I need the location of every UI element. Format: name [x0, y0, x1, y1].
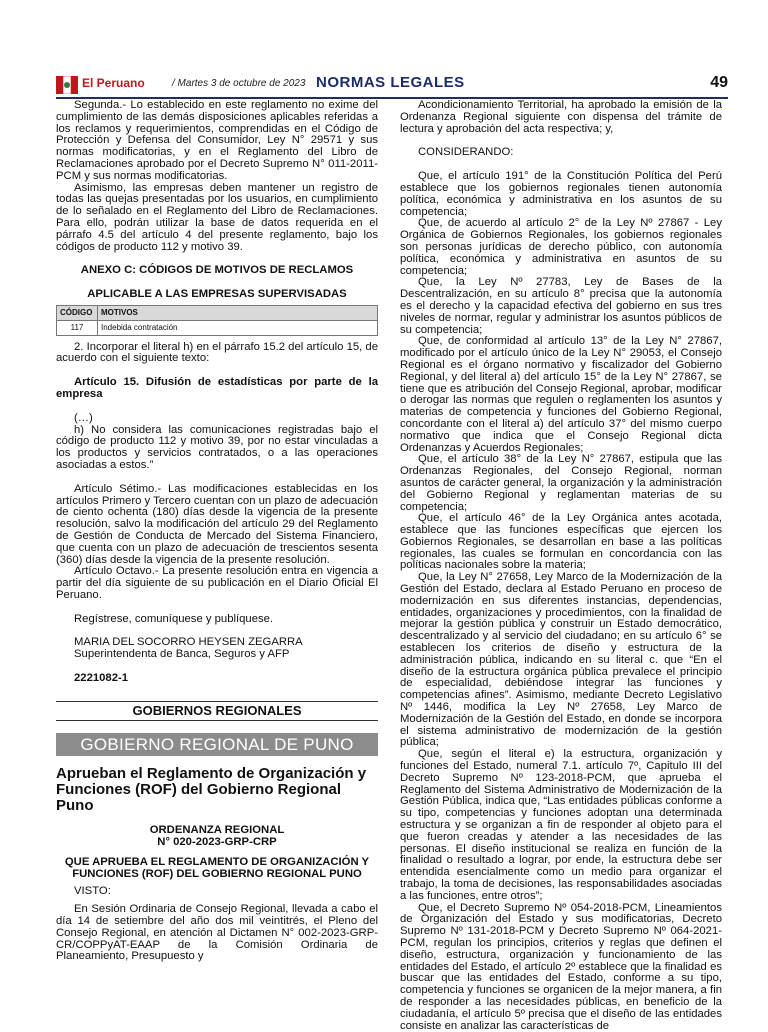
signatory-name: MARIA DEL SOCORRO HEYSEN ZEGARRA [74, 636, 303, 649]
paragraph: Que, el artículo 191° de la Constitución Política del Perú establece que los gobiernos regionales tienen autonomía política, económica y administrativa en los asuntos de su competencia; [400, 170, 722, 218]
left-column [56, 100, 378, 963]
section-title: NORMAS LEGALES [316, 74, 465, 91]
paragraph: Segunda.- Lo establecido en este reglamento no exime del cumplimiento de las demás disposiciones aplicables referidas a los reclamos y requerimientos, comprendidas en el Código de Protección y Defensa del Consumidor, Ley N° 29571 y sus normas modificatorias, y en el Reglamento del Libro de Reclamaciones aprobado por el Decreto Supremo N° 011-2011-PCM y sus normas modificatorias. [56, 99, 378, 182]
ordinance-number: N° 020-2023-GRP-CRP [157, 836, 277, 849]
region-banner: GOBIERNO REGIONAL DE PUNO [56, 733, 378, 757]
considerando-heading: CONSIDERANDO: [418, 146, 514, 159]
annex-subtitle: APLICABLE A LAS EMPRESAS SUPERVISADAS [87, 288, 347, 301]
page-number: 49 [710, 74, 728, 91]
paragraph: Artículo Sétimo.- Las modificaciones establecidas en los artículos Primero y Tercero cuentan con un plazo de adecuación de ciento ochenta (180) días desde la vigencia de la presente resolución, salvo la modificación del artículo 29 del Reglamento de Gestión de Conducta de Mercado del Sistema Financiero, que cuenta con un plazo de adecuación de trescientos sesenta (360) días desde la vigencia de la presente resolución. [56, 482, 378, 566]
annex-title: ANEXO C: CÓDIGOS DE MOTIVOS DE RECLAMOS [80, 264, 354, 277]
table-row [57, 320, 378, 335]
article-headline: Aprueban el Reglamento de Organización y Funciones (ROF) del Gobierno Regional Puno [56, 765, 367, 815]
page-header [56, 74, 728, 98]
ordinance-subject: QUE APRUEBA EL REGLAMENTO DE ORGANIZACIÓN Y FUNCIONES (ROF) DEL GOBIERNO REGIONAL PUNO [64, 856, 370, 881]
ordinance-title [56, 824, 378, 848]
table-cell-code: 117 [57, 320, 98, 335]
table-header-code: CÓDIGO [57, 305, 98, 320]
paragraph: h) No considera las comunicaciones registradas bajo el código de producto 112 y motivo 39, por no estar vinculadas a los productos y servicios contratados, o a las operaciones asociadas a estos.” [56, 423, 378, 471]
paragraph: En Sesión Ordinaria de Consejo Regional, llevada a cabo el día 14 de setiembre del año dos mil veintitrés, el Pleno del Consejo Regional, en atención al Dictamen N° 002-2023-GRP-CR/COPPyAT-EAAP de la Comisión Ordinaria de Planeamiento, Presupuesto y [56, 903, 378, 963]
paragraph: Artículo Octavo.- La presente resolución entra en vigencia a partir del día siguiente de su publicación en el Diario Oficial El Peruano. [56, 565, 378, 601]
paragraph: 2. Incorporar el literal h) en el párrafo 15.2 del artículo 15, de acuerdo con el siguiente texto: [56, 340, 378, 365]
right-column [400, 100, 722, 1032]
paragraph: Que, el Decreto Supremo Nº 054-2018-PCM, Lineamientos de Organización del Estado y sus modificatorias, Decreto Supremo Nº 131-2018-PCM y Decreto Supremo Nº 064-2021-PCM, regulan los principios, criterios y reglas que definen el diseño, estructura, organización y funcionamiento de las entidades del Estado, el artículo 2º establece que la finalidad es buscar que las entidades del Estado, conforme a su tipo, competencia y funciones se organicen de la mejor manera, a fin de responder a las necesidades públicas, en beneficio de la ciudadanía, el artículo 5º precisa que el diseño de las entidades consiste en analizar las características de [400, 901, 722, 1032]
peruvian-crest-icon [56, 76, 78, 94]
paragraph: Asimismo, las empresas deben mantener un registro de todas las quejas presentadas por los usuarios, en cumplimiento de lo señalado en el Reglamento del Libro de Reclamaciones. Para ello, podrán utilizar la base de datos requerida en el párrafo 4.5 del artículo 4 del presente reglamento, bajo los códigos de producto 112 y motivo 39. [56, 181, 378, 253]
visto-heading: VISTO: [74, 885, 111, 898]
paragraph: Que, la Ley N° 27658, Ley Marco de la Modernización de la Gestión del Estado, declara al Estado Peruano en proceso de modernización en sus diferentes instancias, dependencias, entidades, organizaciones y procedimientos, con la finalidad de mejorar la gestión pública y construir un Estado democrático, descentralizado y al servicio del ciudadano; en su artículo 6° se establecen los criterios de diseño y estructura de la administración pública, indicando en su literal c. que “En el diseño de la estructura orgánica pública prevalece el principio de especialidad, debiéndose integrar las funciones y competencias afines”. Asimismo, mediante Decreto Legislativo Nº 1446, modifica la Ley Nº 27658, Ley Marco de Modernización de la Gestión del Estado, en donde se incorpora el sistema administrativo de modernización de la gestión pública; [400, 571, 722, 749]
paragraph: (…) [74, 411, 93, 424]
reasons-table [56, 305, 378, 336]
paragraph: Que, de conformidad al artículo 13° de la Ley N° 27867, modificado por el artículo único de la Ley N° 29053, el Consejo Regional es el órgano normativo y fiscalizador del Gobierno Regional, y del literal a) del artículo 15° de la Ley N° 27867, se tiene que es atribución del Consejo Regional, aprobar, modificar o derogar las normas que regulen o reglamenten los asuntos y materias de competencia y funciones del Gobierno Regional, concordante con el literal a) del artículo 37° del mismo cuerpo normativo que indica que el Consejo Regional dicta Ordenanzas y Acuerdos Regionales; [400, 335, 722, 454]
paragraph: Acondicionamiento Territorial, ha aprobado la emisión de la Ordenanza Regional siguiente con dispensa del trámite de lectura y aprobación del acta respectiva; y, [400, 99, 722, 135]
publication-date: / Martes 3 de octubre de 2023 [172, 78, 306, 89]
ordinance-type: ORDENANZA REGIONAL [149, 824, 285, 837]
table-header-reason: MOTIVOS [98, 305, 378, 320]
table-cell-reason: Indebida contratación [98, 320, 378, 335]
paragraph: Que, el artículo 38° de la Ley N° 27867, estipula que las Ordenanzas Regionales, del Consejo Regional, norman asuntos de carácter general, la organización y la administración del Gobierno Regional y reglamentan materias de su competencia; [400, 453, 722, 513]
paragraph: Que, el artículo 46° de la Ley Orgánica antes acotada, establece que las funciones específicas que ejercen los Gobiernos Regionales, se desarrollan en base a las políticas regionales, las cuales se formulan en concordancia con las políticas nacionales sobre la materia; [400, 512, 722, 572]
paragraph: Que, de acuerdo al artículo 2° de la Ley Nº 27867 - Ley Orgánica de Gobiernos Regionales, los gobiernos regionales son personas jurídicas de derecho público, con autonomía política, económica y administrativa en asuntos de su competencia; [400, 217, 722, 277]
section-banner: GOBIERNOS REGIONALES [56, 701, 378, 721]
reference-number: 2221082-1 [74, 672, 129, 685]
paragraph: Que, la Ley Nº 27783, Ley de Bases de la Descentralización, en su artículo 8° precisa que la autonomía es el derecho y la capacidad efectiva del gobierno en sus tres niveles de normar, regular y administrar los asuntos públicos de su competencia; [400, 276, 722, 336]
newspaper-brand: El Peruano [82, 76, 145, 90]
signatory-title: Superintendenta de Banca, Seguros y AFP [74, 648, 290, 661]
article-heading: Artículo 15. Difusión de estadísticas por parte de la empresa [56, 376, 378, 400]
paragraph: Que, según el literal e) la estructura, organización y funciones del Estado, numeral 7.1. artículo 7º, Capitulo III del Decreto Supremo Nº 123-2018-PCM, que aprueba el Reglamento del Sistema Administrativo de Modernización de la Gestión Pública, indica que, “Las entidades públicas conforme a su tipo, competencias y funciones adoptan una determinada estructura y se organizan a fin de responder al objeto para el que fueron creadas y atender a las necesidades de las personas. El diseño institucional se realiza en función de la finalidad o resultado a lograr, por ende, la estructura debe ser entendida esencialmente como un medio para organizar el trabajo, la toma de decisiones, las responsabilidades asociadas a las funciones, entre otros”; [400, 748, 722, 902]
paragraph: Regístrese, comuníquese y publíquese. [74, 612, 274, 625]
